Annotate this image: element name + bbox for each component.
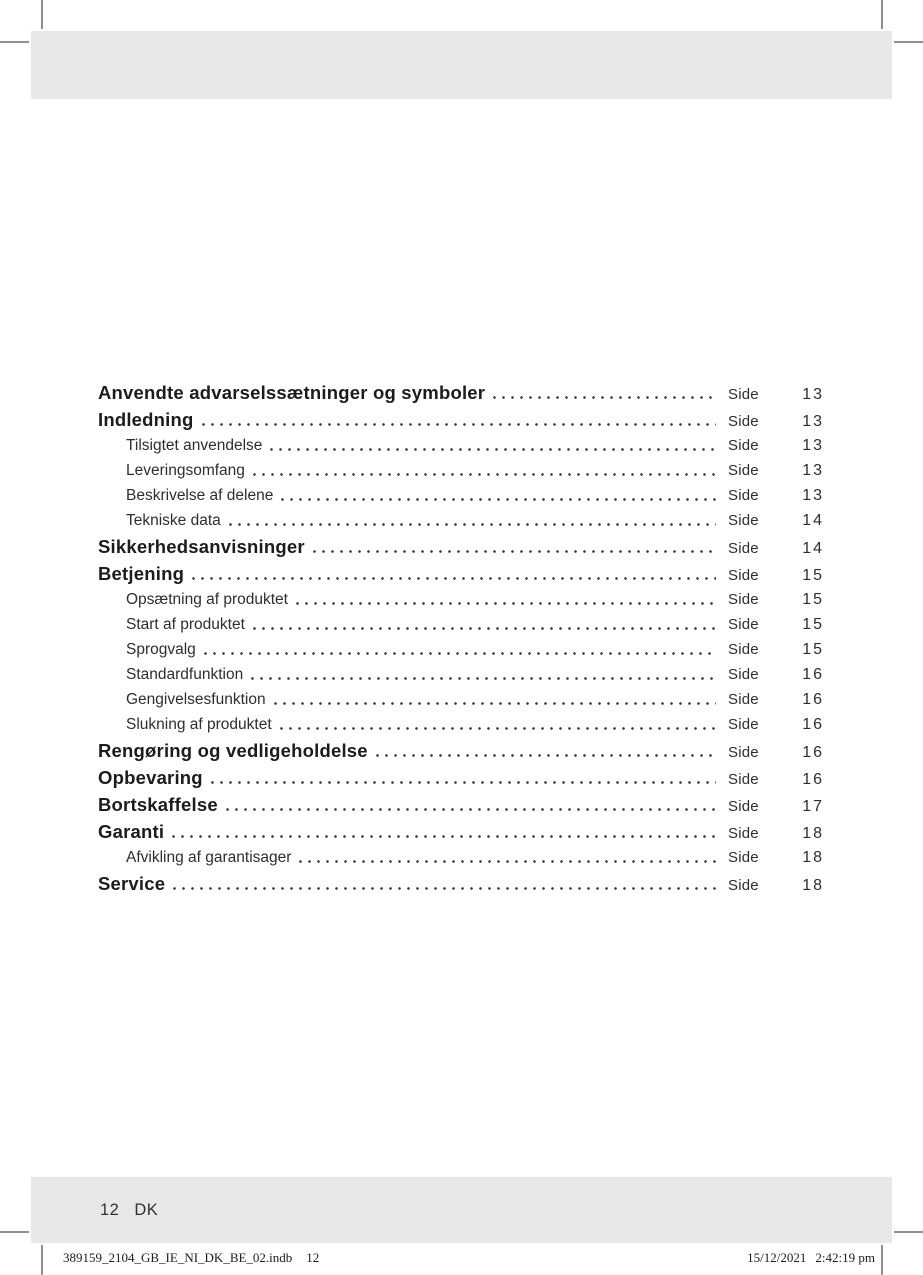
- toc-entry-label: Slukning af produktet: [126, 716, 272, 733]
- toc-page-number: 13: [802, 437, 824, 454]
- crop-mark-bottom-right-vertical: [881, 1245, 883, 1275]
- dot-leader: [226, 808, 716, 811]
- toc-page-number: 16: [802, 744, 824, 761]
- crop-mark-bottom-left-vertical: [41, 1245, 43, 1275]
- print-filename: 389159_2104_GB_IE_NI_DK_BE_02.indb: [63, 1250, 293, 1265]
- toc-entry-label: Leveringsomfang: [126, 462, 245, 479]
- toc-side-label: Side: [728, 413, 759, 430]
- toc-entry-label: Start af produktet: [126, 616, 245, 633]
- toc-entry-label: Betjening: [98, 563, 185, 584]
- toc-side-label: Side: [728, 462, 759, 479]
- dot-leader: [296, 602, 716, 605]
- dot-leader: [202, 423, 716, 426]
- dot-leader: [253, 473, 716, 476]
- toc-side-label: Side: [728, 487, 759, 504]
- toc-page-number: 13: [802, 413, 824, 430]
- toc-page-number: 16: [802, 771, 824, 788]
- toc-side-label: Side: [728, 641, 759, 658]
- header-band: [31, 31, 892, 99]
- toc-page-number: 14: [802, 540, 824, 557]
- toc-entry-label: Opsætning af produktet: [126, 591, 288, 608]
- toc-side-label: Side: [728, 512, 759, 529]
- print-date: 15/12/2021: [747, 1250, 807, 1265]
- language-region-code: DK: [134, 1200, 159, 1219]
- dot-leader: [172, 835, 716, 838]
- toc-entry: [98, 533, 824, 560]
- crop-mark-top-left-vertical: [41, 0, 43, 29]
- toc-side-label: Side: [728, 666, 759, 683]
- toc-entry-label: Service: [98, 873, 166, 894]
- toc-entry-label: Gengivelsesfunktion: [126, 691, 266, 708]
- toc-page-number: 15: [802, 591, 824, 608]
- toc-entry-label: Sprogvalg: [126, 641, 196, 658]
- dot-leader: [280, 727, 716, 730]
- dot-leader: [376, 754, 716, 757]
- footer-band: [31, 1177, 892, 1243]
- toc-entry-label: Afvikling af garantisager: [126, 849, 292, 866]
- dot-leader: [192, 577, 716, 580]
- toc-entry: [98, 612, 824, 637]
- toc-side-label: Side: [728, 567, 759, 584]
- toc-page-number: 13: [802, 462, 824, 479]
- toc-entry: [98, 587, 824, 612]
- toc-entry: [98, 791, 824, 818]
- toc-entry: [98, 406, 824, 433]
- dot-leader: [270, 448, 716, 451]
- toc-entry: [98, 508, 824, 533]
- toc-entry: [98, 712, 824, 737]
- toc-entry-label: Bortskaffelse: [98, 794, 218, 815]
- toc-entry-label: Tekniske data: [126, 512, 221, 529]
- toc-side-label: Side: [728, 437, 759, 454]
- dot-leader: [253, 627, 716, 630]
- toc-page-number: 16: [802, 716, 824, 733]
- dot-leader: [274, 702, 716, 705]
- dot-leader: [173, 887, 716, 890]
- toc-side-label: Side: [728, 386, 759, 403]
- page-number: 12: [100, 1200, 120, 1219]
- toc-entry: [98, 662, 824, 687]
- toc-page-number: 15: [802, 567, 824, 584]
- toc-entry-label: Indledning: [98, 409, 194, 430]
- toc-entry-label: Rengøring og vedligeholdelse: [98, 740, 368, 761]
- crop-mark-top-right-horizontal: [894, 41, 923, 43]
- toc-page-number: 16: [802, 691, 824, 708]
- dot-leader: [251, 677, 716, 680]
- toc-entry: [98, 433, 824, 458]
- toc-side-label: Side: [728, 798, 759, 815]
- toc-page-number: 17: [802, 798, 824, 815]
- print-info-timestamp: [747, 1250, 875, 1266]
- toc-entry-label: Tilsigtet anvendelse: [126, 437, 263, 454]
- toc-entry-label: Sikkerhedsanvisninger: [98, 536, 305, 557]
- toc-page-number: 15: [802, 616, 824, 633]
- toc-entry: [98, 845, 824, 870]
- dot-leader: [493, 396, 716, 399]
- toc-entry: [98, 379, 824, 406]
- toc-page-number: 13: [802, 487, 824, 504]
- toc-page-number: 16: [802, 666, 824, 683]
- toc-entry: [98, 737, 824, 764]
- dot-leader: [229, 523, 716, 526]
- table-of-contents: [98, 379, 824, 897]
- dot-leader: [281, 498, 716, 501]
- toc-entry: [98, 764, 824, 791]
- toc-entry-label: Standardfunktion: [126, 666, 244, 683]
- toc-entry: [98, 637, 824, 662]
- dot-leader: [211, 781, 716, 784]
- toc-entry-label: Beskrivelse af delene: [126, 487, 274, 504]
- page-footer: [100, 1177, 158, 1243]
- dot-leader: [204, 652, 716, 655]
- crop-mark-bottom-left-horizontal: [0, 1231, 29, 1233]
- print-info-filename: [63, 1250, 319, 1266]
- toc-page-number: 13: [802, 386, 824, 403]
- toc-side-label: Side: [728, 744, 759, 761]
- dot-leader: [313, 550, 716, 553]
- toc-side-label: Side: [728, 616, 759, 633]
- toc-page-number: 14: [802, 512, 824, 529]
- toc-entry: [98, 560, 824, 587]
- toc-entry-label: Garanti: [98, 821, 165, 842]
- toc-page-number: 18: [802, 849, 824, 866]
- toc-page-number: 18: [802, 877, 824, 894]
- toc-entry-label: Anvendte advarselssætninger og symboler: [98, 382, 486, 403]
- dot-leader: [299, 860, 716, 863]
- toc-page-number: 18: [802, 825, 824, 842]
- toc-side-label: Side: [728, 771, 759, 788]
- toc-side-label: Side: [728, 591, 759, 608]
- crop-mark-bottom-right-horizontal: [894, 1231, 923, 1233]
- toc-side-label: Side: [728, 849, 759, 866]
- toc-side-label: Side: [728, 716, 759, 733]
- toc-side-label: Side: [728, 540, 759, 557]
- crop-mark-top-left-horizontal: [0, 41, 29, 43]
- toc-entry: [98, 818, 824, 845]
- toc-entry: [98, 483, 824, 508]
- toc-page-number: 15: [802, 641, 824, 658]
- toc-side-label: Side: [728, 825, 759, 842]
- toc-side-label: Side: [728, 691, 759, 708]
- print-sheet-number: 12: [306, 1250, 320, 1265]
- crop-mark-top-right-vertical: [881, 0, 883, 29]
- toc-entry: [98, 687, 824, 712]
- toc-entry: [98, 458, 824, 483]
- toc-entry-label: Opbevaring: [98, 767, 203, 788]
- print-time: 2:42:19 pm: [815, 1250, 875, 1265]
- toc-entry: [98, 870, 824, 897]
- toc-side-label: Side: [728, 877, 759, 894]
